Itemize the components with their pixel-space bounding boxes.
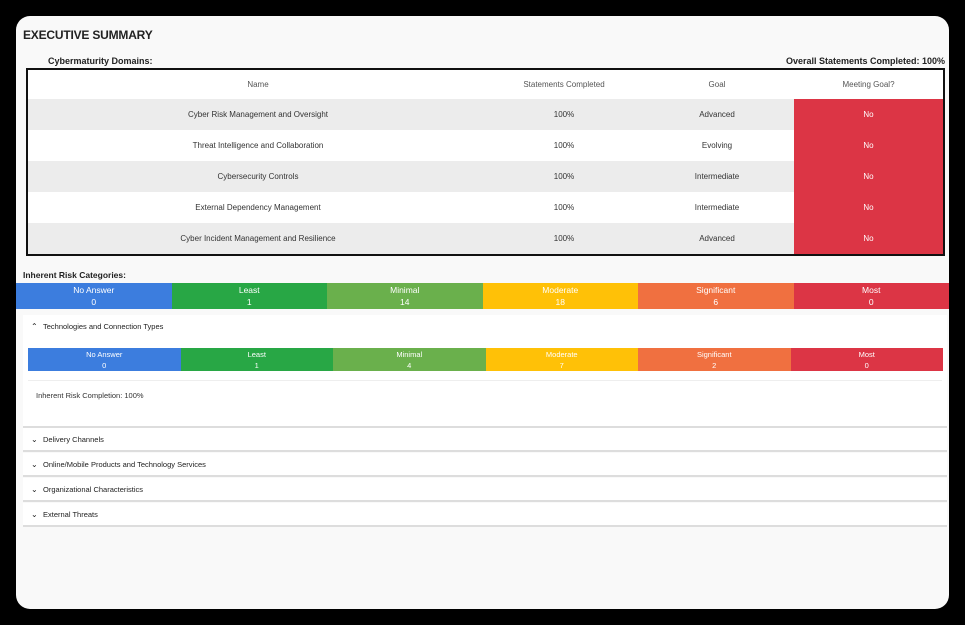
domain-name: External Dependency Management bbox=[27, 192, 488, 223]
risk-level-label: Significant bbox=[696, 285, 736, 295]
risk-level-label: Least bbox=[238, 285, 260, 295]
section-toggle-organizational-characteristics[interactable] bbox=[23, 478, 947, 500]
statements-completed-value: 100% bbox=[488, 192, 640, 223]
risk-level-minimal bbox=[327, 283, 483, 309]
section-toggle-external-threats[interactable] bbox=[23, 503, 947, 525]
risk-level-count: 0 bbox=[91, 297, 97, 307]
page-title: EXECUTIVE SUMMARY bbox=[23, 28, 153, 42]
meeting-goal-value: No bbox=[794, 99, 944, 130]
risk-level-most bbox=[791, 348, 944, 371]
executive-summary-page bbox=[16, 16, 949, 609]
inherent-risk-categories-label: Inherent Risk Categories: bbox=[23, 270, 126, 280]
risk-level-count: 1 bbox=[254, 361, 259, 370]
section-toggle-delivery-channels[interactable] bbox=[23, 428, 947, 450]
table-row bbox=[27, 161, 944, 192]
risk-level-count: 4 bbox=[407, 361, 412, 370]
divider bbox=[28, 380, 942, 381]
meeting-goal-value: No bbox=[794, 223, 944, 255]
risk-level-label: Significant bbox=[696, 350, 732, 359]
meeting-goal-value: No bbox=[794, 161, 944, 192]
statements-completed-value: 100% bbox=[488, 130, 640, 161]
column-header-goal: Goal bbox=[640, 69, 794, 99]
cybermaturity-domains-table bbox=[26, 68, 945, 256]
risk-level-count: 14 bbox=[400, 297, 410, 307]
table-row bbox=[27, 130, 944, 161]
risk-level-no-answer bbox=[16, 283, 172, 309]
goal-value: Advanced bbox=[640, 223, 794, 255]
risk-level-label: Most bbox=[858, 350, 875, 359]
domain-name: Cyber Risk Management and Oversight bbox=[27, 99, 488, 130]
statements-completed-value: 100% bbox=[488, 99, 640, 130]
section-title: Technologies and Connection Types bbox=[43, 321, 164, 331]
section-title: Organizational Characteristics bbox=[43, 484, 144, 494]
table-row bbox=[27, 99, 944, 130]
section-external-threats bbox=[23, 503, 947, 527]
domain-name: Threat Intelligence and Collaboration bbox=[27, 130, 488, 161]
goal-value: Evolving bbox=[640, 130, 794, 161]
section-title: Online/Mobile Products and Technology Services bbox=[43, 459, 206, 469]
risk-level-count: 0 bbox=[102, 361, 107, 370]
section-delivery-channels bbox=[23, 428, 947, 452]
risk-level-count: 7 bbox=[559, 361, 564, 370]
risk-level-least bbox=[181, 348, 334, 371]
chevron-up-icon: ⌃ bbox=[31, 321, 38, 331]
risk-level-label: Minimal bbox=[396, 350, 423, 359]
risk-level-label: Moderate bbox=[542, 285, 579, 295]
section-toggle-technologies[interactable] bbox=[23, 315, 947, 337]
goal-value: Advanced bbox=[640, 99, 794, 130]
risk-level-label: No Answer bbox=[86, 350, 123, 359]
section-title: External Threats bbox=[43, 509, 98, 519]
section-online-mobile-products bbox=[23, 453, 947, 477]
chevron-down-icon: ⌄ bbox=[31, 459, 38, 469]
column-header-name: Name bbox=[27, 69, 488, 99]
risk-level-count: 18 bbox=[555, 297, 565, 307]
column-header-meeting-goal: Meeting Goal? bbox=[794, 69, 944, 99]
statements-completed-value: 100% bbox=[488, 223, 640, 255]
section-organizational-characteristics bbox=[23, 478, 947, 502]
section-risk-bar bbox=[28, 348, 943, 371]
domain-name: Cybersecurity Controls bbox=[27, 161, 488, 192]
overall-statements-completed: Overall Statements Completed: 100% bbox=[785, 56, 945, 66]
chevron-down-icon: ⌄ bbox=[31, 509, 38, 519]
risk-level-label: No Answer bbox=[73, 285, 115, 295]
table-header-row bbox=[27, 69, 944, 99]
risk-level-count: 0 bbox=[868, 297, 874, 307]
risk-level-moderate bbox=[486, 348, 639, 371]
risk-level-no-answer bbox=[28, 348, 181, 371]
risk-level-most bbox=[794, 283, 950, 309]
risk-level-count: 0 bbox=[864, 361, 869, 370]
risk-level-minimal bbox=[333, 348, 486, 371]
meeting-goal-value: No bbox=[794, 130, 944, 161]
chevron-down-icon: ⌄ bbox=[31, 484, 38, 494]
risk-level-significant bbox=[638, 348, 791, 371]
risk-level-count: 6 bbox=[713, 297, 719, 307]
table-row bbox=[27, 223, 944, 255]
section-toggle-online-mobile-products[interactable] bbox=[23, 453, 947, 475]
table-row bbox=[27, 192, 944, 223]
statements-completed-value: 100% bbox=[488, 161, 640, 192]
app-window bbox=[16, 16, 949, 609]
goal-value: Intermediate bbox=[640, 192, 794, 223]
risk-level-count: 2 bbox=[712, 361, 717, 370]
risk-level-label: Most bbox=[862, 285, 881, 295]
chevron-down-icon: ⌄ bbox=[31, 434, 38, 444]
domain-name: Cyber Incident Management and Resilience bbox=[27, 223, 488, 255]
inherent-risk-completion: Inherent Risk Completion: 100% bbox=[36, 391, 144, 400]
cybermaturity-domains-label: Cybermaturity Domains: bbox=[48, 56, 153, 66]
risk-level-label: Minimal bbox=[390, 285, 420, 295]
risk-level-count: 1 bbox=[246, 297, 252, 307]
risk-level-label: Moderate bbox=[545, 350, 578, 359]
risk-level-significant bbox=[638, 283, 794, 309]
inherent-risk-summary-bar bbox=[16, 283, 949, 309]
risk-level-label: Least bbox=[247, 350, 266, 359]
column-header-statements-completed: Statements Completed bbox=[488, 69, 640, 99]
risk-level-moderate bbox=[483, 283, 639, 309]
meeting-goal-value: No bbox=[794, 192, 944, 223]
section-title: Delivery Channels bbox=[43, 434, 104, 444]
risk-level-least bbox=[172, 283, 328, 309]
goal-value: Intermediate bbox=[640, 161, 794, 192]
section-technologies-and-connection-types bbox=[23, 315, 947, 428]
